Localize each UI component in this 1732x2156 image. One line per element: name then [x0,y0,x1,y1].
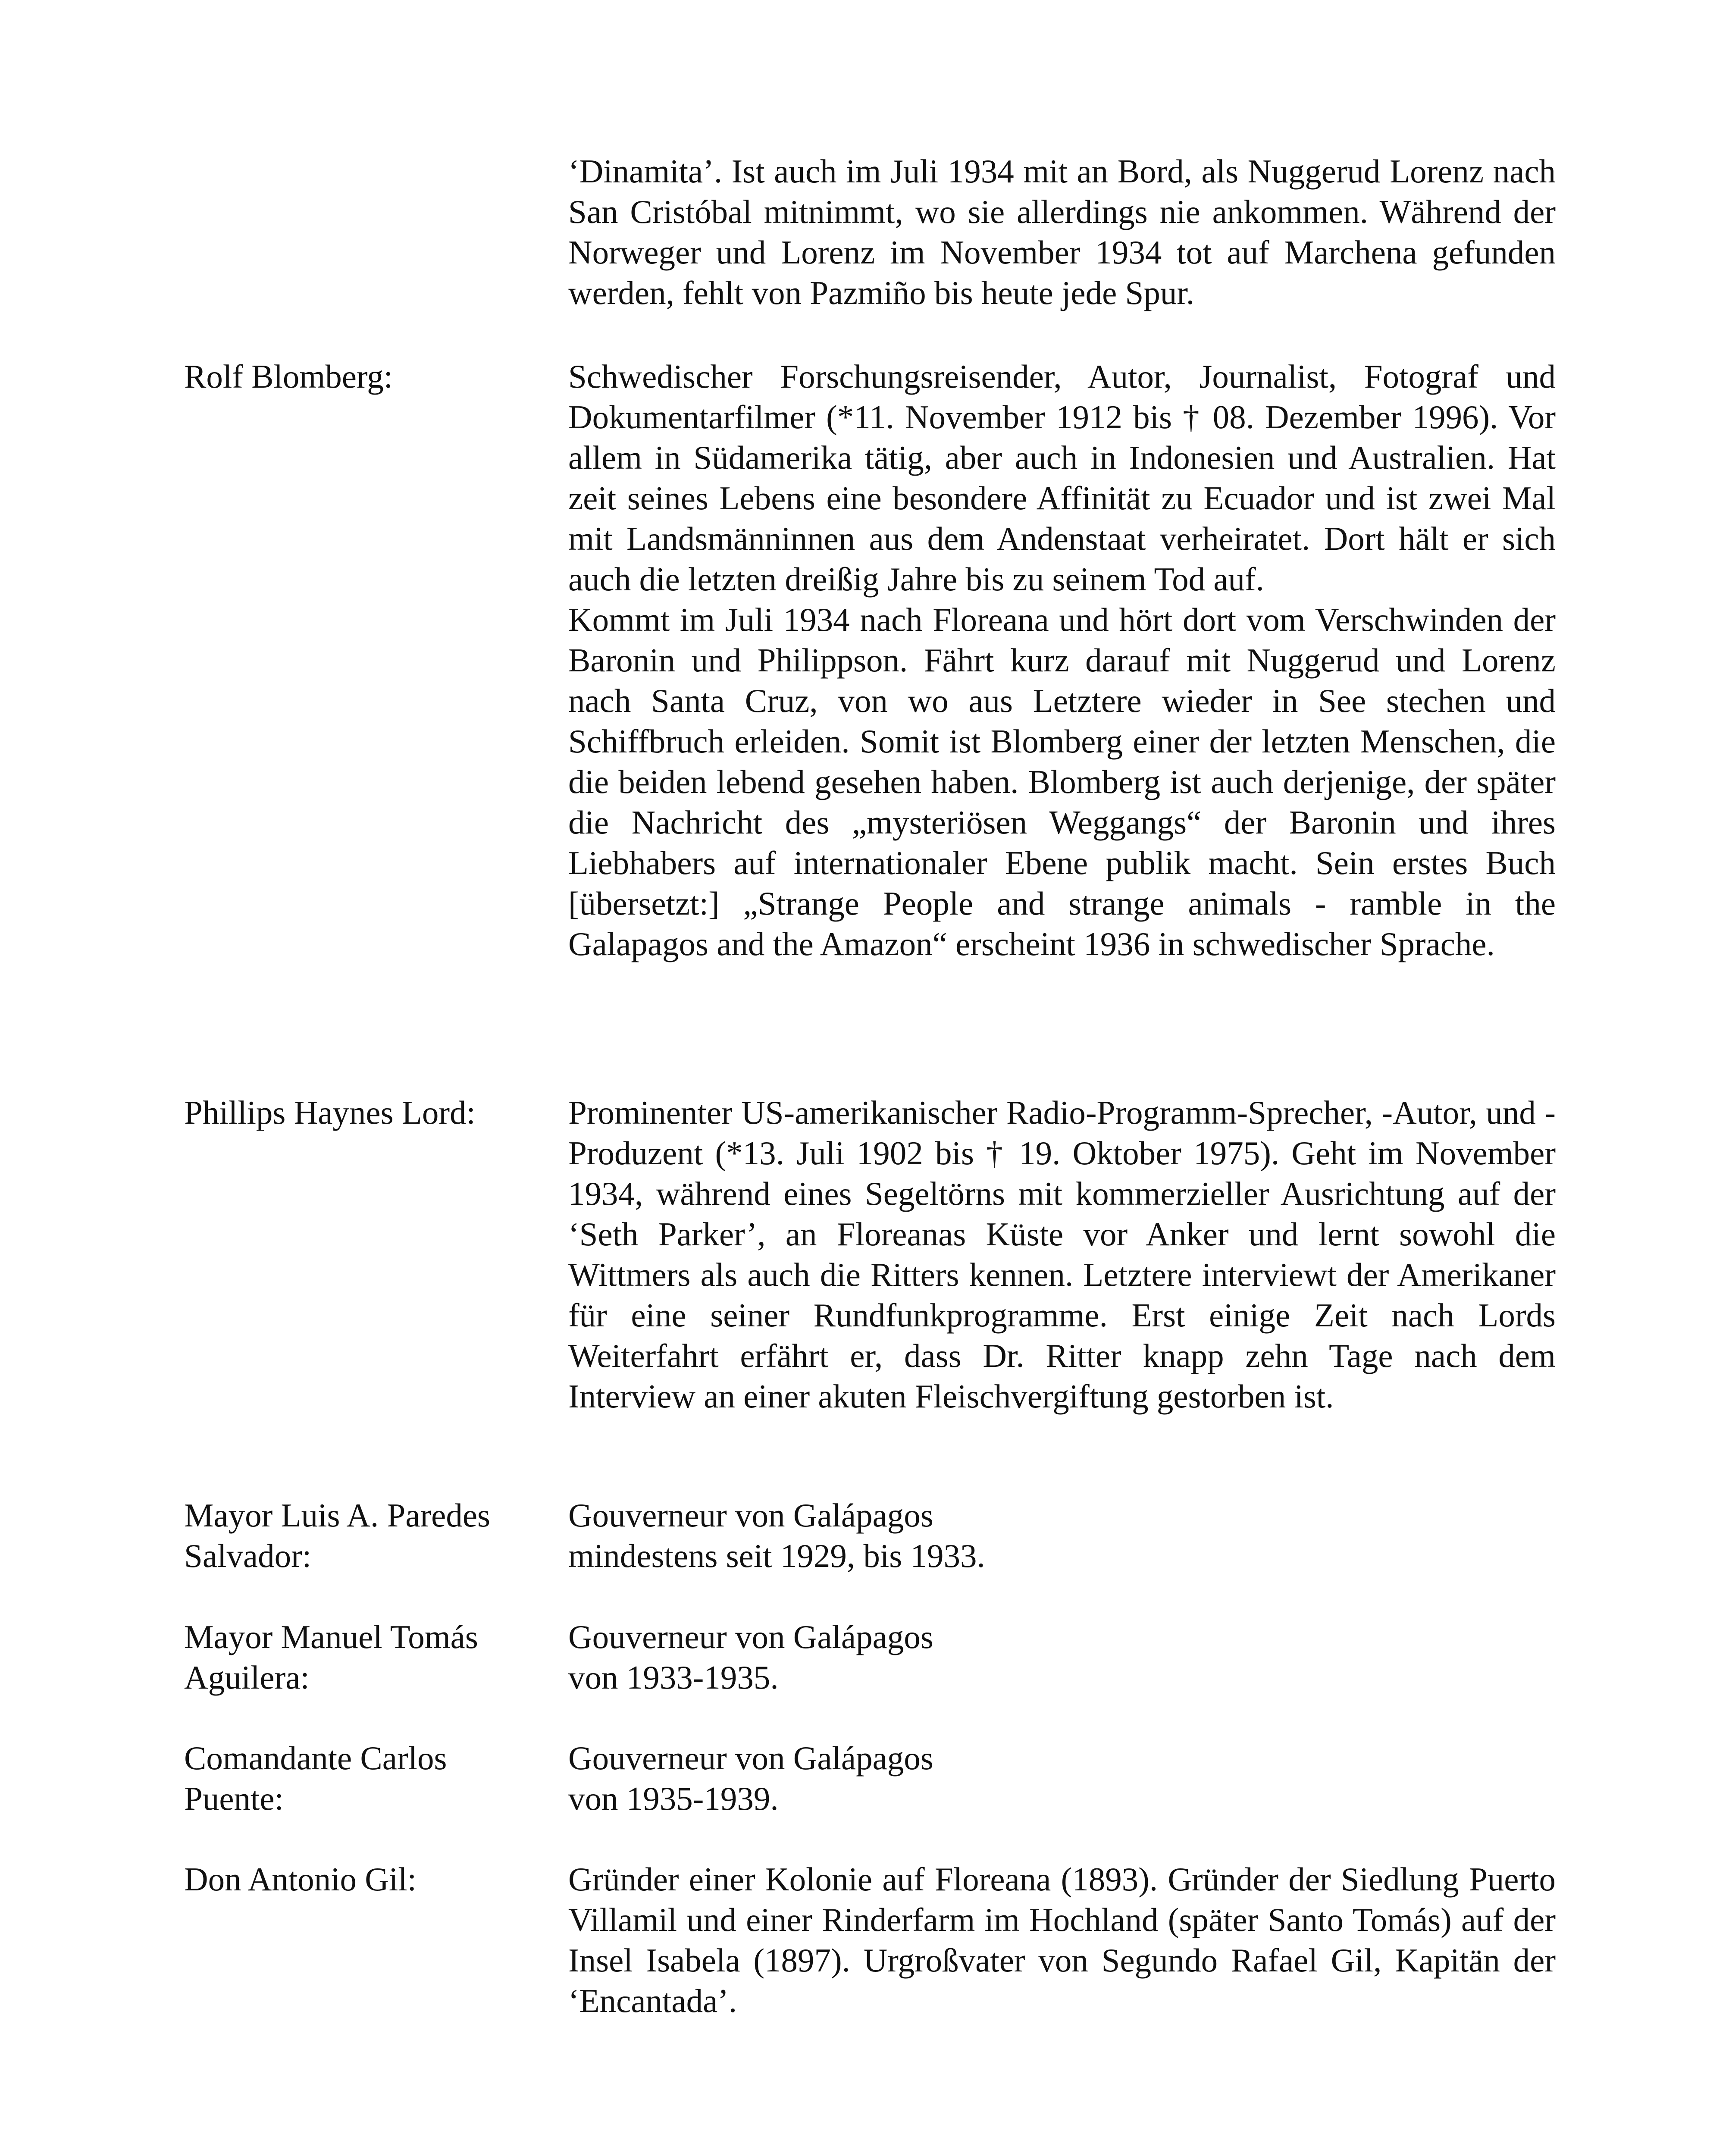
entry-text [568,1859,1556,2021]
entry-paragraph: Schwedischer Forschungsreisender, Autor, Journalist, Fotograf und Dokumentarfilmer (*11. November 1912 bis † 08. Dezember 1996). Vor allem in Südamerika tätig, aber auch in Indonesien und Australien. Hat zeit seines Lebens eine besondere Affinität zu Ecuador und ist zwei Mal mit Landsmänninnen aus dem Andenstaat verheiratet. Dort hält er sich auch die letzten dreißig Jahre bis zu seinem Tod auf. [568,358,1556,598]
entry-paragraph: Gouverneur von Galápagos [568,1739,933,1777]
entry-paragraph: mindestens seit 1929, bis 1933. [568,1537,985,1574]
entry-label: Mayor Luis A. Paredes Salvador: [184,1497,490,1574]
entry-paragraph: von 1935-1939. [568,1780,779,1817]
entry-text [568,151,1556,313]
entry-label: Rolf Blomberg: [184,358,393,395]
entry-text [568,1092,1556,1416]
entry-label: Comandante Carlos Puente: [184,1739,447,1817]
entry-label: Mayor Manuel Tomás Aguilera: [184,1618,478,1696]
entry-paragraph: Gründer einer Kolonie auf Floreana (1893). Gründer der Siedlung Puerto Villamil und einer Rinderfarm im Hochland (später Santo Tomás) auf der Insel Isabela (1897). Urgroßvater von Segundo Rafael Gil, Kapitän der ‘Encantada’. [568,1861,1556,2019]
entry-paragraph: von 1933-1935. [568,1659,779,1696]
entry-text [568,1495,1556,1576]
entry-paragraph: ‘Dinamita’. Ist auch im Juli 1934 mit an Bord, als Nuggerud Lorenz nach San Cristóbal mitnimmt, wo sie allerdings nie ankommen. Während der Norweger und Lorenz im November 1934 tot auf Marchena gefunden werden, fehlt von Pazmiño bis heute jede Spur. [568,153,1556,311]
entry-text [568,1617,1556,1698]
entry-paragraph: Prominenter US-amerikanischer Radio-Programm-Sprecher, -Autor, und -Produzent (*13. Juli 1902 bis † 19. Oktober 1975). Geht im November 1934, während eines Segeltörns mit kommerzieller Ausrichtung auf der ‘Seth Parker’, an Floreanas Küste vor Anker und lernt sowohl die Wittmers als auch die Ritters kennen. Letztere interviewt der Amerikaner für eine seiner Rundfunkprogramme. Erst einige Zeit nach Lords Weiterfahrt erfährt er, dass Dr. Ritter knapp zehn Tage nach dem Interview an einer akuten Fleischvergiftung gestorben ist. [568,1094,1556,1415]
entry-paragraph: Gouverneur von Galápagos [568,1618,933,1655]
entry-label: Don Antonio Gil: [184,1861,417,1898]
entry-text [568,1738,1556,1819]
entry-label: Phillips Haynes Lord: [184,1094,476,1131]
entry-paragraph: Kommt im Juli 1934 nach Floreana und hört dort vom Verschwinden der Baronin und Philippson. Fährt kurz darauf mit Nuggerud und Lorenz nach Santa Cruz, von wo aus Letztere wieder in See stechen und Schiffbruch erleiden. Somit ist Blomberg einer der letzten Menschen, die die beiden lebend gesehen haben. Blomberg ist auch derjenige, der später die Nachricht des „mysteriösen Weggangs“ der Baronin und ihres Liebhabers auf internationaler Ebene publik macht. Sein erstes Buch [übersetzt:] „Strange People and strange animals - ramble in the Galapagos and the Amazon“ erscheint 1936 in schwedischer Sprache. [568,601,1556,962]
entry-paragraph: Gouverneur von Galápagos [568,1497,933,1534]
entry-text [568,356,1556,964]
